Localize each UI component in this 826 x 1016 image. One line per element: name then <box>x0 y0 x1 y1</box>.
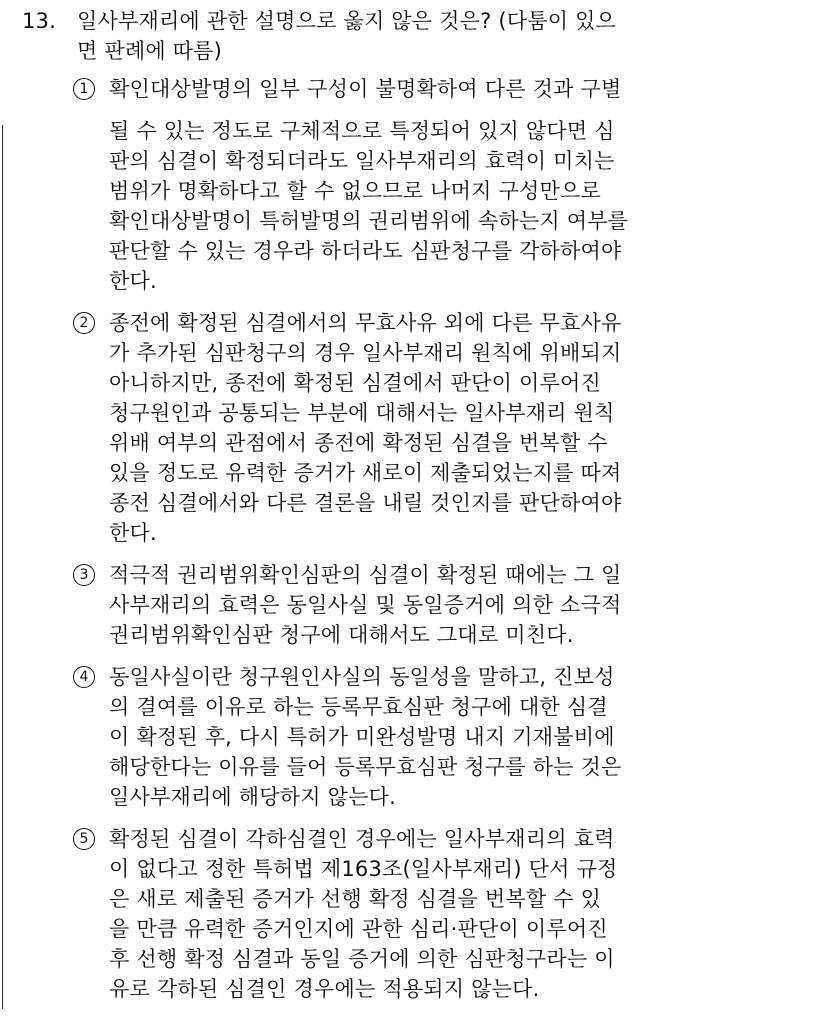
option-5-text <box>109 824 759 1004</box>
option-line: 해당한다는 이유를 들어 등록무효심판 청구를 하는 것은 <box>109 755 622 779</box>
option-5[interactable] <box>22 824 802 1004</box>
question-stem <box>22 6 802 66</box>
option-line: 의 결여를 이유로 하는 등록무효심판 청구에 대한 심결 <box>109 695 608 719</box>
circled-number-4-icon: 4 <box>73 666 95 688</box>
option-line: 을 만큼 유력한 증거인지에 관한 심리·판단이 이루어진 <box>109 917 608 941</box>
option-line: 범위가 명확하다고 할 수 없으므로 나머지 구성만으로 <box>109 179 601 203</box>
circled-number-5-icon: 5 <box>73 828 95 850</box>
option-line: 이 확정된 후, 다시 특허가 미완성발명 내지 기재불비에 <box>109 725 615 749</box>
option-line: 있을 정도로 유력한 증거가 새로이 제출되었는지를 따져 <box>109 461 622 485</box>
circled-number-1-icon: 1 <box>73 78 95 100</box>
option-line: 일사부재리에 해당하지 않는다. <box>109 785 396 809</box>
option-4-text <box>109 662 759 812</box>
circled-number-3-icon: 3 <box>73 564 95 586</box>
option-4[interactable] <box>22 662 802 812</box>
option-3[interactable] <box>22 560 802 650</box>
page-margin-rule <box>2 125 3 1009</box>
option-line: 가 추가된 심판청구의 경우 일사부재리 원칙에 위배되지 <box>109 341 622 365</box>
option-1-text <box>109 74 759 296</box>
question-text-line: 면 판례에 따름) <box>77 39 223 63</box>
option-line: 이 없다고 정한 특허법 제163조(일사부재리) 단서 규정 <box>109 857 618 881</box>
option-line: 동일사실이란 청구원인사실의 동일성을 말하고, 진보성 <box>109 665 615 689</box>
circled-number-2-icon: 2 <box>73 312 95 334</box>
option-line: 확정된 심결이 각하심결인 경우에는 일사부재리의 효력 <box>109 827 615 851</box>
option-2-text <box>109 308 759 548</box>
option-3-text <box>109 560 759 650</box>
option-2[interactable] <box>22 308 802 548</box>
option-line: 판의 심결이 확정되더라도 일사부재리의 효력이 미치는 <box>109 149 615 173</box>
option-line: 적극적 권리범위확인심판의 심결이 확정된 때에는 그 일 <box>109 563 622 587</box>
option-line: 후 선행 확정 심결과 동일 증거에 의한 심판청구라는 이 <box>109 947 615 971</box>
question-text <box>77 6 757 66</box>
answer-options <box>22 74 802 1004</box>
question-number: 13. <box>22 9 56 33</box>
option-line: 될 수 있는 정도로 구체적으로 특정되어 있지 않다면 심 <box>109 119 615 143</box>
option-line: 확인대상발명이 특허발명의 권리범위에 속하는지 여부를 <box>109 209 629 233</box>
option-line: 한다. <box>109 269 157 293</box>
option-line: 종전 심결에서와 다른 결론을 내릴 것인지를 판단하여야 <box>109 491 622 515</box>
line-gap <box>109 104 759 116</box>
question-text-line: 일사부재리에 관한 설명으로 옳지 않은 것은? (다툼이 있으 <box>77 9 617 33</box>
option-line: 권리범위확인심판 청구에 대해서도 그대로 미친다. <box>109 623 574 647</box>
option-line: 사부재리의 효력은 동일사실 및 동일증거에 의한 소극적 <box>109 593 622 617</box>
option-line: 한다. <box>109 521 157 545</box>
option-line: 청구원인과 공통되는 부분에 대해서는 일사부재리 원칙 <box>109 401 615 425</box>
option-line: 유로 각하된 심결인 경우에는 적용되지 않는다. <box>109 977 540 1001</box>
option-line: 은 새로 제출된 증거가 선행 확정 심결을 번복할 수 있 <box>109 887 602 911</box>
option-line: 종전에 확정된 심결에서의 무효사유 외에 다른 무효사유 <box>109 311 622 335</box>
option-line: 아니하지만, 종전에 확정된 심결에서 판단이 이루어진 <box>109 371 601 395</box>
option-line: 위배 여부의 관점에서 종전에 확정된 심결을 번복할 수 <box>109 431 608 455</box>
question-13 <box>22 6 802 1016</box>
option-line: 확인대상발명의 일부 구성이 불명확하여 다른 것과 구별 <box>109 77 622 101</box>
option-1[interactable] <box>22 74 802 296</box>
option-line: 판단할 수 있는 경우라 하더라도 심판청구를 각하하여야 <box>109 239 622 263</box>
